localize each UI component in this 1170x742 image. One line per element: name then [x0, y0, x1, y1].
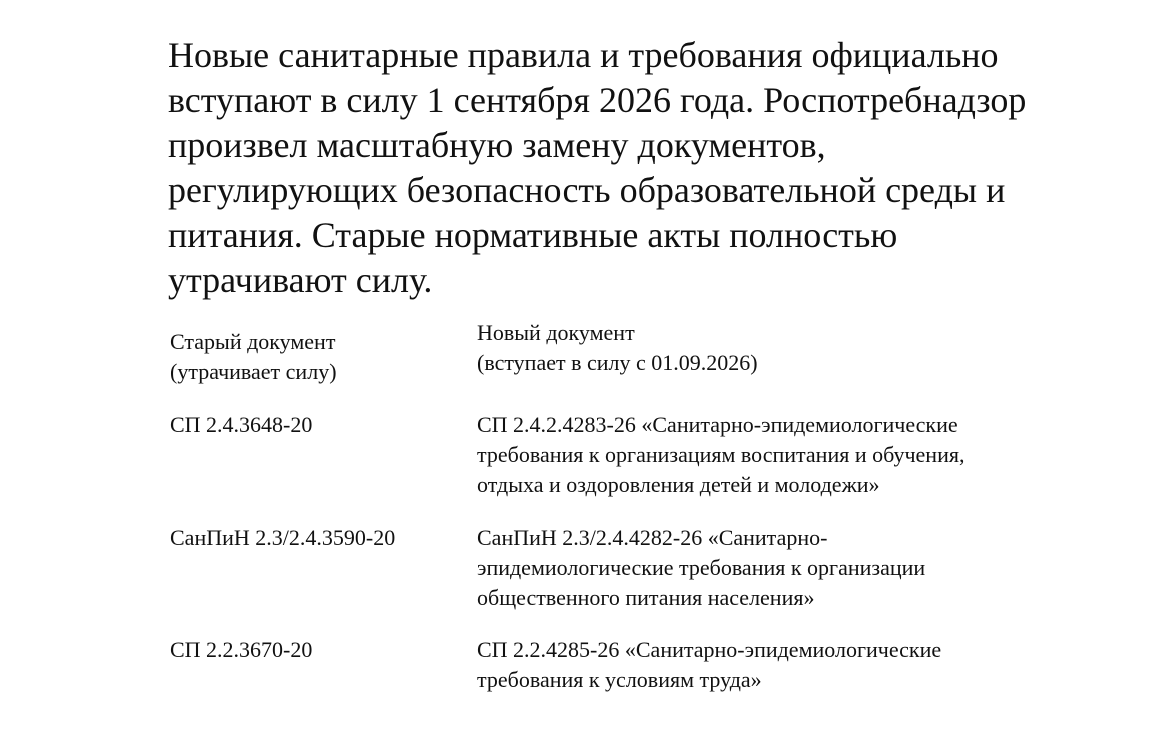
header-new-title: Новый документ — [477, 320, 635, 345]
new-document-line: требования к организациям воспитания и обучения, — [477, 442, 965, 467]
new-document-line: эпидемиологические требования к организации — [477, 555, 926, 580]
table-header — [168, 318, 1068, 396]
old-document-code: СП 2.4.3648-20 — [170, 412, 313, 437]
intro-line: Новые санитарные правила и требования официально — [168, 35, 999, 75]
header-old-document — [170, 327, 460, 387]
new-document-cell — [477, 523, 1037, 613]
intro-line: утрачивают силу. — [168, 260, 433, 300]
table-row — [168, 410, 1068, 500]
header-old-subtitle: (утрачивает силу) — [170, 359, 337, 384]
new-document-line: отдыха и оздоровления детей и молодежи» — [477, 472, 880, 497]
old-document-code: СП 2.2.3670-20 — [170, 637, 313, 662]
table-row — [168, 523, 1068, 613]
new-document-line: СП 2.2.4285-26 «Санитарно-эпидемиологические — [477, 637, 942, 662]
new-document-line: требования к условиям труда» — [477, 667, 762, 692]
new-document-line: общественного питания населения» — [477, 585, 815, 610]
header-new-subtitle: (вступает в силу с 01.09.2026) — [477, 350, 758, 375]
old-document-code: СанПиН 2.3/2.4.3590-20 — [170, 525, 396, 550]
new-document-cell — [477, 410, 1037, 500]
new-document-line: СП 2.4.2.4283-26 «Санитарно-эпидемиологические — [477, 412, 958, 437]
new-document-cell — [477, 635, 1037, 695]
intro-line: регулирующих безопасность образовательной среды и — [168, 170, 1006, 210]
new-document-line: СанПиН 2.3/2.4.4282-26 «Санитарно- — [477, 525, 828, 550]
old-document-cell — [170, 523, 470, 553]
documents-table — [168, 318, 1068, 692]
intro-line: вступают в силу 1 сентября 2026 года. Роспотребнадзор — [168, 80, 1027, 120]
old-document-cell — [170, 635, 470, 665]
header-new-document — [477, 318, 1037, 378]
intro-paragraph — [168, 33, 1128, 303]
header-old-title: Старый документ — [170, 329, 336, 354]
old-document-cell — [170, 410, 470, 440]
intro-line: произвел масштабную замену документов, — [168, 125, 826, 165]
table-row — [168, 635, 1068, 695]
intro-line: питания. Старые нормативные акты полностью — [168, 215, 898, 255]
